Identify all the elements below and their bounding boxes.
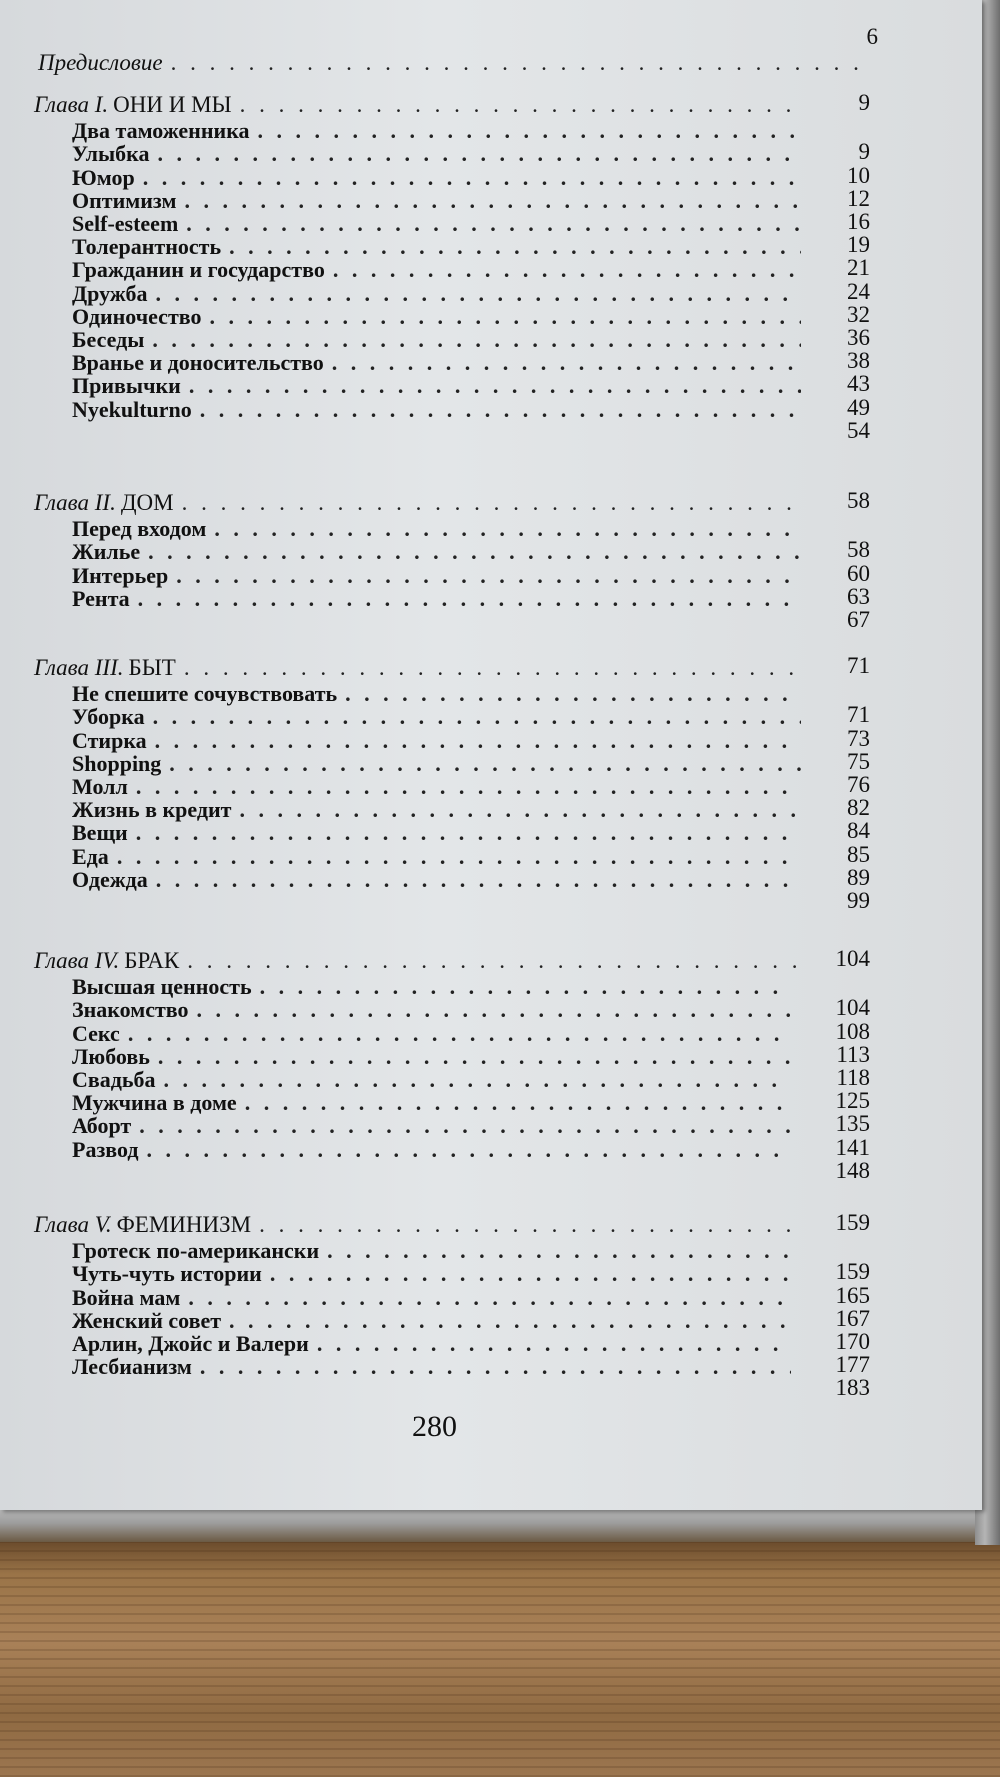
entry-label: Дружба [72, 280, 148, 306]
leader-dots [152, 327, 801, 353]
leader-dots [156, 867, 801, 893]
entry-page-number: 89 [847, 864, 870, 890]
toc-entry [72, 211, 807, 237]
leader-dots [171, 50, 872, 76]
toc-entry [72, 165, 807, 191]
entry-page-number: 38 [847, 348, 870, 374]
leader-dots [176, 563, 801, 589]
toc-entry [72, 234, 807, 260]
leader-dots [209, 304, 801, 330]
entry-page-number: 21 [847, 255, 870, 281]
leader-dots [139, 1113, 791, 1139]
entry-page-number: 9 [858, 139, 870, 165]
toc-entry [72, 257, 807, 283]
leader-dots [214, 516, 801, 542]
entry-label: Секс [72, 1020, 120, 1046]
entry-label: Жилье [72, 539, 141, 565]
entry-page-number: 32 [847, 301, 870, 327]
toc-chapter-heading [34, 948, 804, 974]
entry-label: Чуть-чуть истории [72, 1261, 262, 1287]
entry-page-number: 177 [835, 1352, 870, 1378]
entry-label: Интерьер [72, 562, 169, 588]
entry-label: Женский совет [72, 1307, 222, 1333]
toc-entry [72, 304, 807, 330]
leader-dots [200, 1354, 791, 1380]
leader-dots [128, 1021, 791, 1047]
toc-entry [72, 774, 807, 800]
leader-dots [184, 188, 801, 214]
chapter-prefix: Глава II. [34, 490, 116, 515]
leader-dots [345, 681, 801, 707]
leader-dots [182, 490, 798, 516]
leader-dots [197, 997, 791, 1023]
entry-page-number: 99 [847, 888, 870, 913]
entry-label: Любовь [72, 1043, 150, 1069]
leader-dots [136, 774, 801, 800]
toc-entry [72, 1137, 797, 1163]
leader-dots [117, 844, 801, 870]
leader-dots [327, 1238, 791, 1264]
entry-label: Развод [72, 1136, 139, 1162]
toc-chapter-heading [34, 92, 804, 118]
entry-page-number: 159 [835, 1259, 870, 1285]
entry-page-number: 36 [847, 325, 870, 350]
entry-label: Не спешите сочувствовать [72, 681, 338, 707]
entry-page-number: 16 [847, 209, 870, 234]
leader-dots [169, 751, 801, 777]
entry-page-number: 84 [847, 818, 870, 844]
toc-entry [72, 751, 807, 777]
toc-entry [72, 141, 807, 167]
entry-page-number: 10 [847, 162, 870, 188]
entry-label: Привычки [72, 373, 181, 399]
entry-page-number: 183 [835, 1375, 870, 1401]
chapter-page-number: 104 [835, 946, 870, 971]
entry-page-number: 54 [847, 417, 870, 443]
entry-page-number: 67 [847, 607, 870, 632]
entry-label: Два таможенника [72, 118, 250, 144]
toc-entry [72, 281, 807, 307]
leader-dots [260, 974, 791, 1000]
entry-label: Жизнь в кредит [72, 797, 232, 823]
toc-entry [72, 586, 807, 612]
leader-dots [153, 704, 801, 730]
toc-entry [72, 797, 807, 823]
leader-dots [258, 118, 801, 144]
leader-dots [143, 165, 801, 191]
toc-entry [72, 1238, 797, 1264]
entry-page-number: 76 [847, 772, 870, 797]
entry-page-number: 167 [835, 1305, 870, 1331]
toc-entry [72, 728, 807, 754]
leader-dots [184, 655, 798, 681]
toc-entry [72, 1113, 797, 1139]
leader-dots [333, 257, 801, 283]
entry-page-number: 170 [835, 1329, 870, 1354]
leader-dots [229, 234, 801, 260]
chapter-title: ДОМ [120, 490, 174, 515]
entry-page-number: 82 [847, 795, 870, 821]
entry-label: Стирка [72, 727, 147, 753]
toc-chapter-heading [34, 655, 804, 681]
leader-dots [259, 1212, 798, 1238]
entry-page-number: 58 [847, 537, 870, 563]
entry-label: Юмор [72, 164, 135, 190]
toc-entry [72, 118, 807, 144]
page-number: 280 [412, 1410, 457, 1443]
entry-page-number: 141 [835, 1134, 870, 1160]
leader-dots [239, 797, 801, 823]
toc-entry [72, 997, 797, 1023]
entry-label: Аборт [72, 1113, 132, 1139]
leader-dots [229, 1308, 791, 1334]
toc-entry [72, 681, 807, 707]
entry-page-number: 24 [847, 278, 870, 304]
entry-page-number: 71 [847, 702, 870, 728]
leader-dots [200, 397, 801, 423]
entry-label: Рента [72, 585, 130, 611]
entry-label: Гражданин и государство [72, 257, 325, 283]
entry-label: Перед входом [72, 516, 207, 542]
wooden-table [0, 1530, 1000, 1777]
entry-label: Знакомство [72, 997, 189, 1023]
toc-entry [72, 844, 807, 870]
chapter-prefix: Глава III. [34, 655, 124, 680]
chapter-title: ФЕМИНИЗМ [116, 1212, 252, 1237]
chapter-prefix: Глава I. [34, 92, 109, 117]
entry-label: Вещи [72, 820, 128, 846]
toc-entry [72, 327, 807, 353]
leader-dots [240, 92, 798, 118]
leader-dots [158, 141, 801, 167]
toc-preface [38, 50, 878, 76]
entry-page-number: 49 [847, 394, 870, 420]
toc-entry [72, 704, 807, 730]
chapter-title: ОНИ И МЫ [113, 92, 232, 117]
leader-dots [188, 1285, 791, 1311]
entry-label: Война мам [72, 1284, 181, 1310]
entry-label: Молл [72, 774, 128, 799]
entry-page-number: 135 [835, 1111, 870, 1137]
leader-dots [138, 586, 801, 612]
entry-label: Еда [72, 843, 109, 869]
entry-label: Беседы [72, 327, 145, 352]
entry-label: Shopping [72, 750, 162, 776]
leader-dots [136, 820, 801, 846]
toc-entry [72, 1261, 797, 1287]
entry-label: Оптимизм [72, 187, 177, 213]
leader-dots [187, 948, 798, 974]
leader-dots [155, 281, 801, 307]
toc-entry [72, 188, 807, 214]
entry-label: Self-esteem [72, 211, 179, 236]
toc-entry [72, 1090, 797, 1116]
entry-page-number: 75 [847, 748, 870, 774]
entry-page-number: 60 [847, 560, 870, 586]
toc-entry [72, 867, 807, 893]
chapter-page-number: 9 [858, 90, 870, 115]
entry-page-number: 148 [835, 1157, 870, 1183]
leader-dots [148, 539, 801, 565]
toc-entry [72, 1021, 797, 1047]
chapter-page-number: 159 [835, 1210, 870, 1235]
toc-chapter-heading [34, 1212, 804, 1238]
entry-page-number: 113 [836, 1041, 870, 1067]
chapter-title: БРАК [124, 948, 180, 973]
leader-dots [189, 373, 801, 399]
entry-label: Гротеск по-американски [72, 1238, 320, 1264]
top-page-number: 6 [866, 24, 878, 49]
leader-dots [270, 1261, 791, 1287]
entry-page-number: 73 [847, 725, 870, 751]
preface-label: Предисловие [38, 50, 163, 75]
chapter-page-number: 58 [847, 488, 870, 513]
entry-label: Улыбка [72, 141, 150, 167]
toc-entry [72, 1354, 797, 1380]
entry-label: Арлин, Джойс и Валери [72, 1331, 309, 1356]
toc-entry [72, 563, 807, 589]
toc-entry [72, 397, 807, 423]
entry-page-number: 118 [836, 1065, 870, 1090]
toc-entry [72, 373, 807, 399]
toc-entry [72, 1067, 797, 1093]
toc-entry [72, 1308, 797, 1334]
leader-dots [317, 1331, 791, 1357]
entry-label: Лесбианизм [72, 1354, 192, 1380]
entry-page-number: 108 [835, 1018, 870, 1044]
toc-entry [72, 539, 807, 565]
toc-entry [72, 1044, 797, 1070]
leader-dots [164, 1067, 791, 1093]
toc-entry [72, 350, 807, 376]
entry-label: Мужчина в доме [72, 1090, 237, 1116]
entry-page-number: 12 [847, 185, 870, 211]
toc-entry [72, 974, 797, 1000]
toc-chapter-heading [34, 490, 804, 516]
chapter-title: БЫТ [128, 655, 176, 680]
entry-page-number: 63 [847, 583, 870, 609]
leader-dots [332, 350, 801, 376]
leader-dots [186, 211, 801, 237]
entry-label: Одиночество [72, 303, 202, 329]
chapter-prefix: Глава IV. [34, 948, 120, 973]
entry-page-number: 165 [835, 1282, 870, 1308]
toc-entry [72, 1331, 797, 1357]
entry-page-number: 104 [835, 995, 870, 1021]
toc-entry [72, 820, 807, 846]
toc-entry [72, 1285, 797, 1311]
leader-dots [158, 1044, 791, 1070]
entry-label: Одежда [72, 866, 148, 892]
entry-label: Свадьба [72, 1067, 156, 1092]
entry-page-number: 125 [835, 1088, 870, 1114]
entry-label: Nyekulturno [72, 396, 192, 422]
entry-page-number: 19 [847, 232, 870, 258]
leader-dots [155, 728, 801, 754]
chapter-prefix: Глава V. [34, 1212, 112, 1237]
chapter-page-number: 71 [847, 653, 870, 678]
toc-entry [72, 516, 807, 542]
leader-dots [147, 1137, 791, 1163]
leader-dots [245, 1090, 791, 1116]
entry-page-number: 43 [847, 371, 870, 397]
entry-label: Толерантность [72, 234, 222, 260]
entry-page-number: 85 [847, 841, 870, 867]
entry-label: Вранье и доносительство [72, 350, 324, 376]
entry-label: Уборка [72, 704, 145, 730]
entry-label: Высшая ценность [72, 974, 252, 1000]
